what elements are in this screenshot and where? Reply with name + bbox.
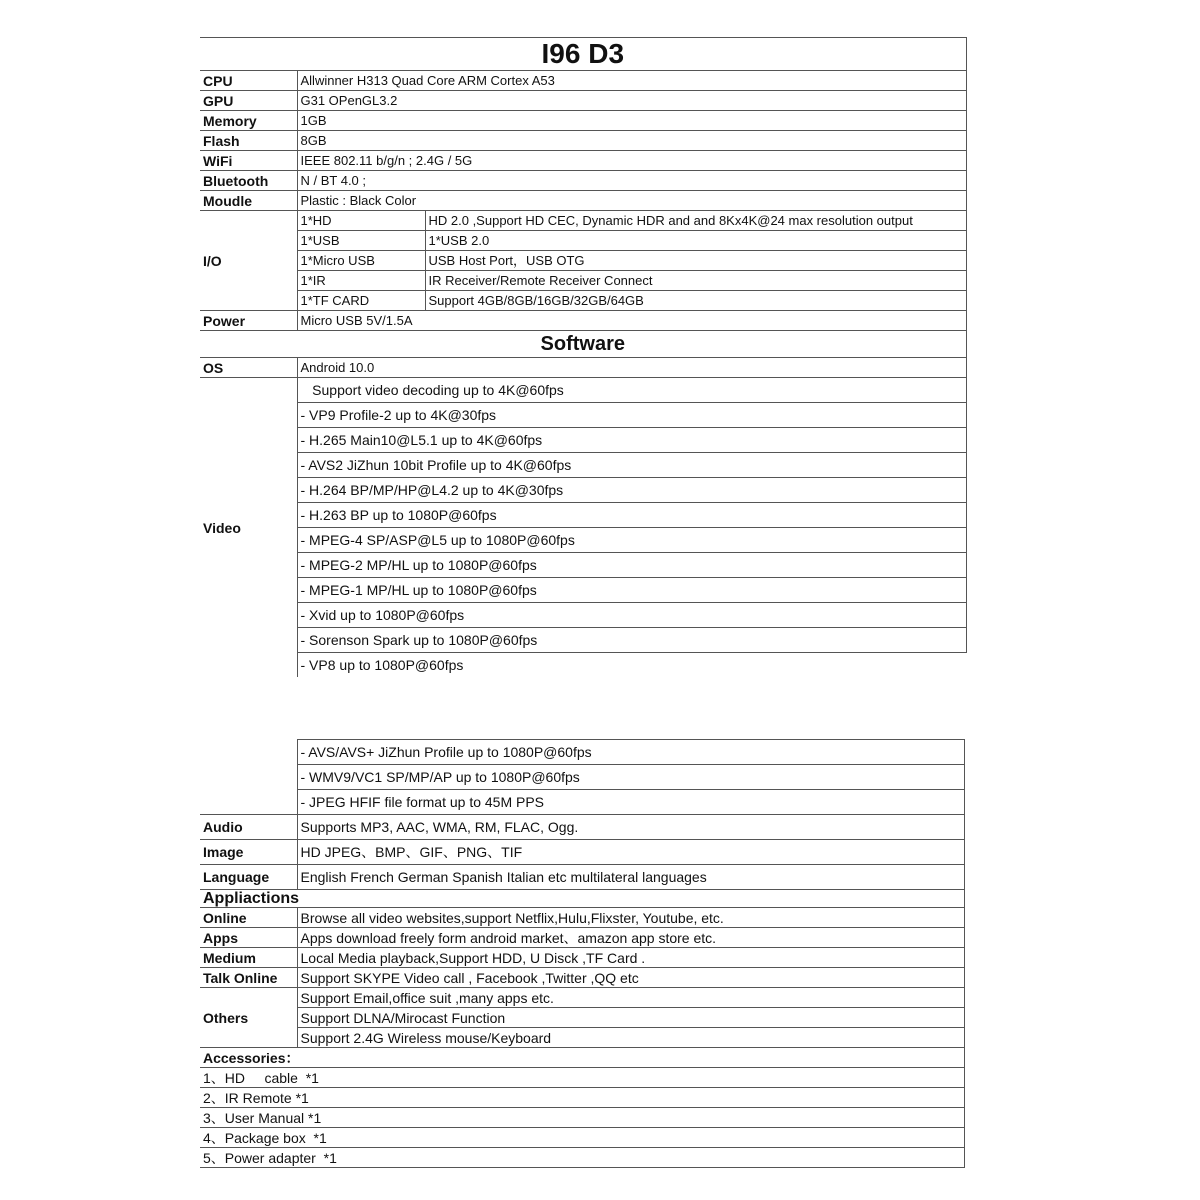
accessory-item: 2、IR Remote *1: [200, 1088, 964, 1108]
os-value: Android 10.0: [297, 358, 966, 378]
gpu-label: GPU: [200, 91, 297, 111]
flash-label: Flash: [200, 131, 297, 151]
talk-online-value: Support SKYPE Video call , Facebook ,Twitter ,QQ etc: [297, 968, 964, 988]
video-item: - MPEG-4 SP/ASP@L5 up to 1080P@60fps: [297, 528, 966, 553]
talk-online-label: Talk Online: [200, 968, 297, 988]
accessory-item: 4、Package box *1: [200, 1128, 964, 1148]
image-label: Image: [200, 840, 297, 865]
io-port: 1*IR: [297, 271, 425, 291]
medium-label: Medium: [200, 948, 297, 968]
spec-table-hardware: [200, 37, 967, 677]
video-item: - Xvid up to 1080P@60fps: [297, 603, 966, 628]
io-desc: 1*USB 2.0: [425, 231, 966, 251]
video-item: - AVS2 JiZhun 10bit Profile up to 4K@60fps: [297, 453, 966, 478]
bluetooth-value: N / BT 4.0 ;: [297, 171, 966, 191]
bluetooth-label: Bluetooth: [200, 171, 297, 191]
accessory-item: 3、User Manual *1: [200, 1108, 964, 1128]
video-continued-cell: [200, 740, 297, 815]
others-value: Support Email,office suit ,many apps etc.: [297, 988, 964, 1008]
video-item: Support video decoding up to 4K@60fps: [297, 378, 966, 403]
video-item: - JPEG HFIF file format up to 45M PPS: [297, 790, 964, 815]
software-title: Software: [200, 331, 966, 358]
others-value: Support DLNA/Mirocast Function: [297, 1008, 964, 1028]
io-port: 1*USB: [297, 231, 425, 251]
power-value: Micro USB 5V/1.5A: [297, 311, 966, 331]
applications-title: Appliactions: [200, 890, 964, 908]
accessory-item: 5、Power adapter *1: [200, 1148, 964, 1168]
medium-value: Local Media playback,Support HDD, U Disck ,TF Card .: [297, 948, 964, 968]
video-item: - H.265 Main10@L5.1 up to 4K@60fps: [297, 428, 966, 453]
table-bottom-border: [200, 1168, 964, 1174]
apps-label: Apps: [200, 928, 297, 948]
os-label: OS: [200, 358, 297, 378]
moudle-label: Moudle: [200, 191, 297, 211]
image-value: HD JPEG、BMP、GIF、PNG、TIF: [297, 840, 964, 865]
video-label: Video: [200, 378, 297, 678]
flash-value: 8GB: [297, 131, 966, 151]
wifi-value: IEEE 802.11 b/g/n ; 2.4G / 5G: [297, 151, 966, 171]
video-item: - Sorenson Spark up to 1080P@60fps: [297, 628, 966, 653]
apps-value: Apps download freely form android market、amazon app store etc.: [297, 928, 964, 948]
video-item: - VP8 up to 1080P@60fps: [297, 653, 966, 678]
gpu-value: G31 OPenGL3.2: [297, 91, 966, 111]
online-label: Online: [200, 908, 297, 928]
product-title: I96 D3: [200, 38, 966, 71]
io-desc: USB Host Port，USB OTG: [425, 251, 966, 271]
memory-value: 1GB: [297, 111, 966, 131]
io-label: I/O: [200, 211, 297, 311]
audio-label: Audio: [200, 815, 297, 840]
video-item: - H.264 BP/MP/HP@L4.2 up to 4K@30fps: [297, 478, 966, 503]
video-item: - MPEG-2 MP/HL up to 1080P@60fps: [297, 553, 966, 578]
online-value: Browse all video websites,support Netflix,Hulu,Flixster, Youtube, etc.: [297, 908, 964, 928]
spec-table-software: [200, 739, 965, 1174]
audio-value: Supports MP3, AAC, WMA, RM, FLAC, Ogg.: [297, 815, 964, 840]
io-port: 1*HD: [297, 211, 425, 231]
io-port: 1*TF CARD: [297, 291, 425, 311]
language-label: Language: [200, 865, 297, 890]
video-item: - AVS/AVS+ JiZhun Profile up to 1080P@60fps: [297, 740, 964, 765]
language-value: English French German Spanish Italian etc multilateral languages: [297, 865, 964, 890]
io-desc: Support 4GB/8GB/16GB/32GB/64GB: [425, 291, 966, 311]
others-value: Support 2.4G Wireless mouse/Keyboard: [297, 1028, 964, 1048]
video-item: - H.263 BP up to 1080P@60fps: [297, 503, 966, 528]
accessory-item: 1、HD cable *1: [200, 1068, 964, 1088]
accessories-title: Accessories：: [200, 1048, 964, 1068]
cpu-label: CPU: [200, 71, 297, 91]
cpu-value: Allwinner H313 Quad Core ARM Cortex A53: [297, 71, 966, 91]
memory-label: Memory: [200, 111, 297, 131]
video-item: - WMV9/VC1 SP/MP/AP up to 1080P@60fps: [297, 765, 964, 790]
moudle-value: Plastic : Black Color: [297, 191, 966, 211]
io-port: 1*Micro USB: [297, 251, 425, 271]
power-label: Power: [200, 311, 297, 331]
io-desc: HD 2.0 ,Support HD CEC, Dynamic HDR and and 8Kx4K@24 max resolution output: [425, 211, 966, 231]
video-item: - VP9 Profile-2 up to 4K@30fps: [297, 403, 966, 428]
wifi-label: WiFi: [200, 151, 297, 171]
io-desc: IR Receiver/Remote Receiver Connect: [425, 271, 966, 291]
video-item: - MPEG-1 MP/HL up to 1080P@60fps: [297, 578, 966, 603]
others-label: Others: [200, 988, 297, 1048]
